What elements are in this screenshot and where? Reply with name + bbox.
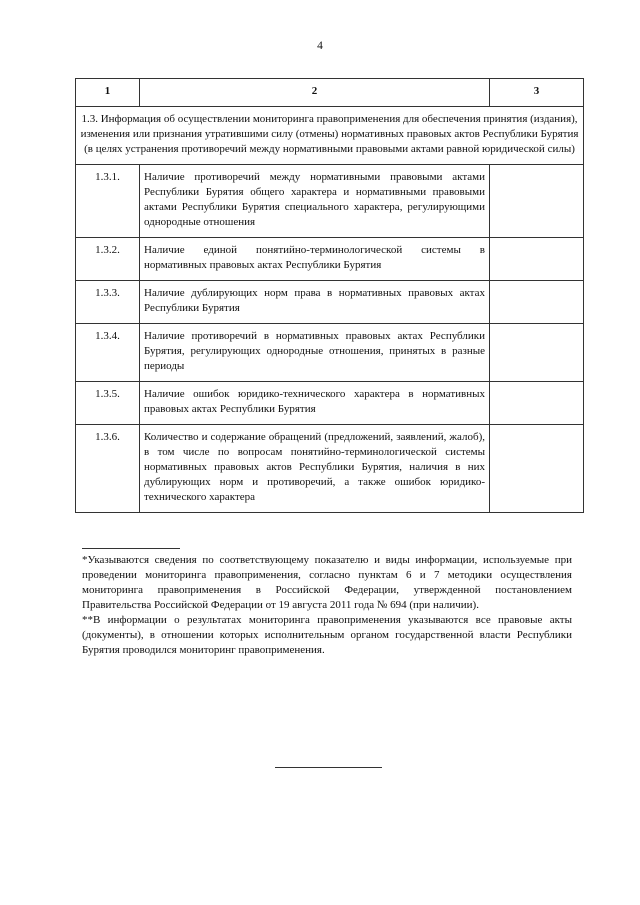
footnote-1: *Указываются сведения по соответствующему показателю и виды информации, используемые при проведении мониторинга правоприменения, согласно пунктам 6 и 7 методики осуществления мониторинга правоприменения в Российской Федерации, утвержденной постановлением Правительства Российской Федерации от 19 августа 2011 года № 694 (при наличии). [82, 554, 572, 611]
row-number: 1.3.3. [76, 281, 140, 324]
column-header-2: 2 [140, 79, 490, 107]
row-value [490, 238, 584, 281]
row-number: 1.3.4. [76, 324, 140, 382]
table-row [76, 281, 584, 324]
row-indicator: Наличие единой понятийно-терминологической системы в нормативных правовых актах Республики Бурятия [140, 238, 490, 281]
row-number: 1.3.1. [76, 165, 140, 238]
footnotes [82, 553, 572, 658]
table-row [76, 425, 584, 513]
column-header-3: 3 [490, 79, 584, 107]
footnote-2: **В информации о результатах мониторинга правоприменения указываются все правовые акты (документы), в отношении которых исполнительным органом государственной власти Республики Бурятия проводился мониторинг правоприменения. [82, 614, 572, 656]
table-row [76, 382, 584, 425]
row-indicator: Наличие противоречий между нормативными правовыми актами Республики Бурятия общего характера и нормативными правовыми актами Республики Бурятия специального характера, регулирующими однородные отношения [140, 165, 490, 238]
row-number: 1.3.6. [76, 425, 140, 513]
row-number: 1.3.5. [76, 382, 140, 425]
section-title: 1.3. Информация об осуществлении мониторинга правоприменения для обеспечения принятия (издания), изменения или признания утратившими силу (отмены) нормативных правовых актов Республики Бурятия (в целях устранения противоречий между нормативными правовыми актами равной юридической силы) [76, 107, 584, 165]
row-value [490, 281, 584, 324]
table-row [76, 238, 584, 281]
page-number: 4 [317, 40, 323, 52]
table-header-row [76, 79, 584, 107]
row-value [490, 425, 584, 513]
table-row [76, 324, 584, 382]
row-indicator: Количество и содержание обращений (предложений, заявлений, жалоб), в том числе по вопросам понятийно-терминологической системы нормативных правовых актов Республики Бурятия, наличия в них дублирующих норм и противоречий, а также ошибок юридико-технического характера [140, 425, 490, 513]
section-row [76, 107, 584, 165]
row-value [490, 324, 584, 382]
row-indicator: Наличие дублирующих норм права в нормативных правовых актах Республики Бурятия [140, 281, 490, 324]
row-value [490, 382, 584, 425]
row-number: 1.3.2. [76, 238, 140, 281]
row-indicator: Наличие ошибок юридико-технического характера в нормативных правовых актах Республики Бурятия [140, 382, 490, 425]
footnote-divider [82, 548, 180, 549]
end-divider [275, 767, 382, 768]
row-indicator: Наличие противоречий в нормативных правовых актах Республики Бурятия, регулирующих однородные отношения, принятых в разные периоды [140, 324, 490, 382]
column-header-1: 1 [76, 79, 140, 107]
row-value [490, 165, 584, 238]
monitoring-table [75, 78, 584, 513]
table-row [76, 165, 584, 238]
